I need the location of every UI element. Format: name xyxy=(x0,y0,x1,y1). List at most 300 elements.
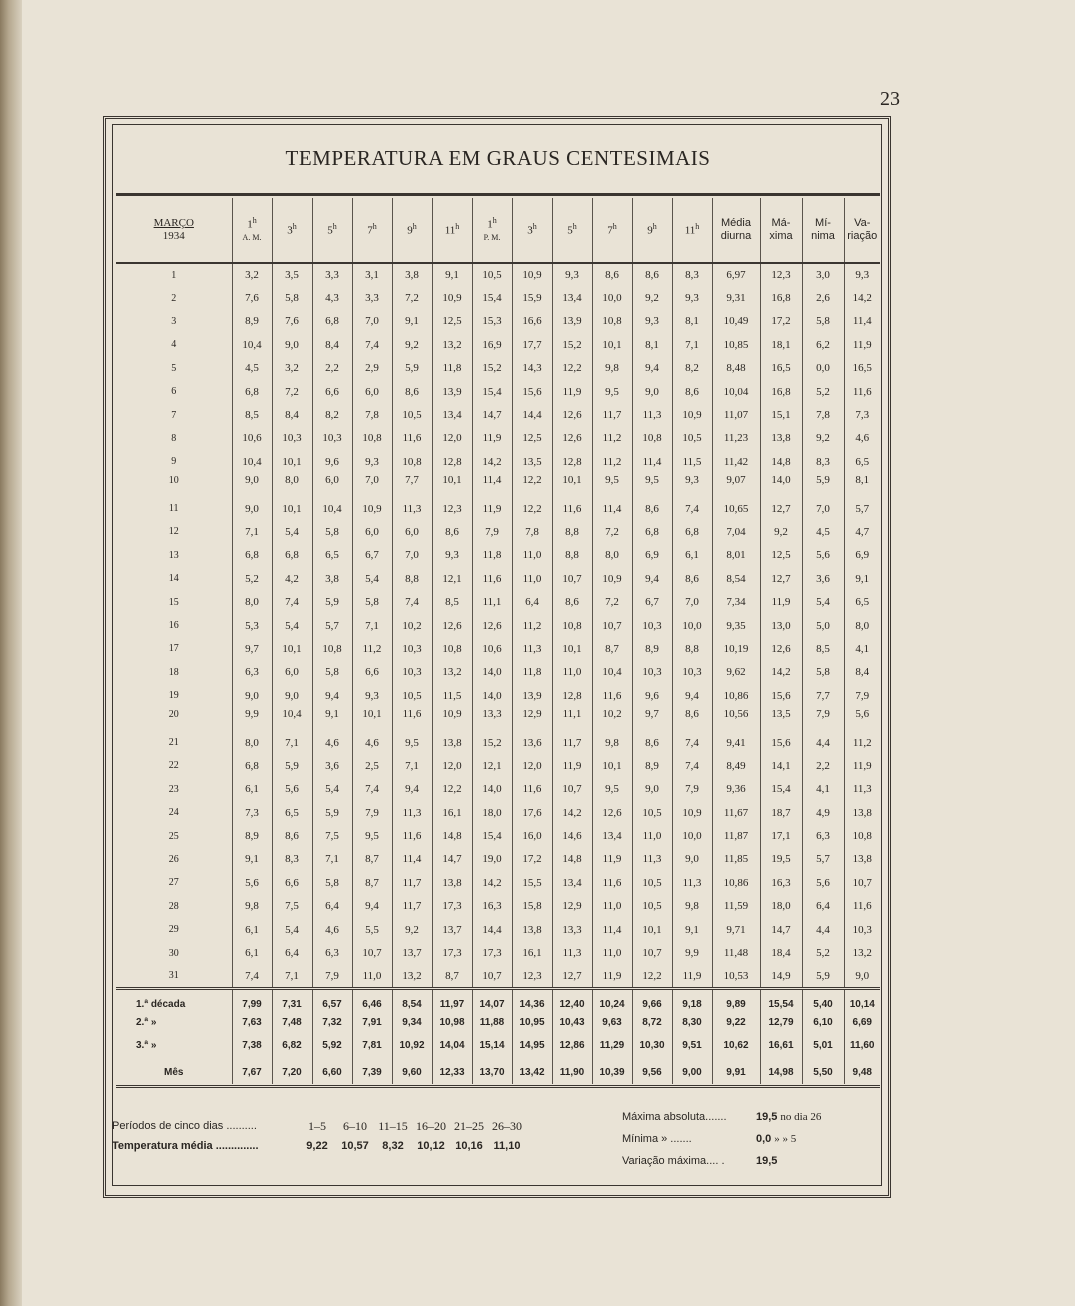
day-number: 14 xyxy=(168,573,179,585)
temperature-cell: 12,2 xyxy=(432,778,472,801)
temperature-cell: 9,8 xyxy=(232,895,272,918)
decade-mean-cell: 10,14 xyxy=(844,988,880,1011)
temperature-cell: 15,6 xyxy=(760,684,802,707)
temperature-cell: 11,23 xyxy=(712,427,760,450)
day-number: 31 xyxy=(168,970,179,982)
temperature-cell: 9,9 xyxy=(672,941,712,964)
temperature-cell: 7,6 xyxy=(232,286,272,309)
decade-mean-cell: 10,95 xyxy=(512,1011,552,1034)
temperature-cell: 8,0 xyxy=(272,474,312,497)
hour-header xyxy=(232,198,272,263)
temperature-cell: 15,4 xyxy=(760,778,802,801)
month-label: MARÇO xyxy=(153,217,194,230)
temperature-cell: 7,7 xyxy=(392,474,432,497)
temperature-cell: 6,8 xyxy=(232,754,272,777)
temperature-cell: 4,2 xyxy=(272,567,312,590)
temperature-cell: 7,4 xyxy=(352,333,392,356)
temperature-cell: 12,1 xyxy=(432,567,472,590)
mean-temp-value: 9,22 xyxy=(306,1140,328,1152)
temperature-cell: 9,1 xyxy=(392,310,432,333)
day-number: 21 xyxy=(168,737,179,748)
month-mean-cell: 9,60 xyxy=(392,1057,432,1084)
temperature-cell: 5,7 xyxy=(844,497,880,520)
decade-mean-cell: 6,69 xyxy=(844,1011,880,1034)
temperature-cell: 10,3 xyxy=(392,637,432,660)
temperature-cell: 12,7 xyxy=(760,567,802,590)
max-absolute-row xyxy=(622,1106,824,1128)
temperature-cell: 12,5 xyxy=(760,544,802,567)
temperature-cell: 10,2 xyxy=(592,707,632,730)
stat-header-line: Má- xyxy=(771,217,791,230)
temperature-cell: 13,2 xyxy=(432,333,472,356)
temperature-cell: 11,42 xyxy=(712,450,760,473)
temperature-cell: 9,6 xyxy=(632,684,672,707)
temperature-cell: 10,9 xyxy=(432,286,472,309)
day-number: 15 xyxy=(168,596,179,608)
temperature-cell: 8,8 xyxy=(672,637,712,660)
temperature-cell: 9,7 xyxy=(232,637,272,660)
day-row xyxy=(116,684,880,707)
temperature-cell: 8,6 xyxy=(392,380,432,403)
temperature-cell: 9,8 xyxy=(592,731,632,754)
temperature-cell: 11,9 xyxy=(760,590,802,613)
temperature-cell: 5,9 xyxy=(802,965,844,988)
max-absolute-day: no dia 26 xyxy=(780,1111,822,1123)
mean-temp-label: Temperatura média .............. xyxy=(112,1140,259,1152)
temperature-cell: 9,3 xyxy=(432,544,472,567)
temperature-cell: 11,6 xyxy=(392,707,432,730)
temperature-cell: 7,5 xyxy=(272,895,312,918)
hour-number: 5 xyxy=(327,225,333,237)
decade-mean-cell: 6,57 xyxy=(312,988,352,1011)
temperature-cell: 11,9 xyxy=(472,497,512,520)
day-row xyxy=(116,450,880,473)
temperature-cell: 5,4 xyxy=(312,778,352,801)
temperature-cell: 13,3 xyxy=(472,707,512,730)
temperature-cell: 3,1 xyxy=(352,263,392,286)
temperature-cell: 5,9 xyxy=(312,590,352,613)
temperature-cell: 5,6 xyxy=(844,707,880,730)
temperature-cell: 7,5 xyxy=(312,824,352,847)
temperature-cell: 10,4 xyxy=(232,450,272,473)
day-row xyxy=(116,357,880,380)
temperature-cell: 7,4 xyxy=(232,965,272,988)
temperature-cell: 9,4 xyxy=(672,684,712,707)
temperature-cell: 17,1 xyxy=(760,824,802,847)
temperature-cell: 5,9 xyxy=(272,754,312,777)
decade-mean-cell: 16,61 xyxy=(760,1034,802,1057)
temperature-cell: 13,0 xyxy=(760,614,802,637)
temperature-cell: 11,5 xyxy=(432,684,472,707)
temperature-cell: 6,2 xyxy=(802,333,844,356)
temperature-cell: 5,9 xyxy=(312,801,352,824)
temperature-cell: 9,1 xyxy=(312,707,352,730)
temperature-cell: 16,8 xyxy=(760,286,802,309)
temperature-cell: 2,6 xyxy=(802,286,844,309)
temperature-cell: 9,7 xyxy=(632,707,672,730)
temperature-cell: 9,6 xyxy=(312,450,352,473)
decade-mean-cell: 10,92 xyxy=(392,1034,432,1057)
month-mean-cell: 9,48 xyxy=(844,1057,880,1084)
temperature-cell: 4,6 xyxy=(312,731,352,754)
temperature-cell: 13,2 xyxy=(432,661,472,684)
temperature-cell: 6,0 xyxy=(272,661,312,684)
temperature-cell: 11,6 xyxy=(844,895,880,918)
temperature-cell: 8,6 xyxy=(672,567,712,590)
decade-mean-cell: 5,40 xyxy=(802,988,844,1011)
temperature-cell: 8,5 xyxy=(232,403,272,426)
min-absolute-day: » » 5 xyxy=(774,1133,797,1145)
decade-mean-cell: 14,07 xyxy=(472,988,512,1011)
temperature-cell: 8,2 xyxy=(672,357,712,380)
decade-mean-cell: 5,01 xyxy=(802,1034,844,1057)
temperature-cell: 18,0 xyxy=(472,801,512,824)
decade-mean-cell: 10,62 xyxy=(712,1034,760,1057)
hour-suffix: h xyxy=(372,222,377,232)
temperature-cell: 8,1 xyxy=(632,333,672,356)
temperature-cell: 13,4 xyxy=(552,286,592,309)
temperature-cell: 10,0 xyxy=(672,824,712,847)
temperature-cell: 14,2 xyxy=(472,871,512,894)
temperature-cell: 6,3 xyxy=(802,824,844,847)
temperature-cell: 4,3 xyxy=(312,286,352,309)
hour-header xyxy=(672,198,712,263)
temperature-cell: 11,4 xyxy=(592,497,632,520)
temperature-cell: 13,6 xyxy=(512,731,552,754)
hour-header xyxy=(512,198,552,263)
temperature-cell: 6,5 xyxy=(312,544,352,567)
temperature-cell: 17,3 xyxy=(432,895,472,918)
day-row xyxy=(116,474,880,497)
temperature-cell: 11,6 xyxy=(552,497,592,520)
temperature-cell: 10,5 xyxy=(392,684,432,707)
temperature-cell: 14,1 xyxy=(760,754,802,777)
temperature-cell: 15,1 xyxy=(760,403,802,426)
temperature-cell: 18,0 xyxy=(760,895,802,918)
temperature-cell: 9,1 xyxy=(672,918,712,941)
temperature-cell: 5,4 xyxy=(272,614,312,637)
decade-mean-cell: 10,24 xyxy=(592,988,632,1011)
temperature-cell: 7,4 xyxy=(352,778,392,801)
hour-number: 11 xyxy=(684,225,696,237)
temperature-cell: 7,9 xyxy=(844,684,880,707)
temperature-cell: 6,6 xyxy=(312,380,352,403)
max-variation-row xyxy=(622,1150,824,1172)
temperature-cell: 11,7 xyxy=(592,403,632,426)
temperature-cell: 6,3 xyxy=(312,941,352,964)
day-row xyxy=(116,263,880,286)
temperature-cell: 19,5 xyxy=(760,848,802,871)
decade-mean-cell: 10,43 xyxy=(552,1011,592,1034)
temperature-cell: 9,3 xyxy=(552,263,592,286)
temperature-cell: 14,7 xyxy=(760,918,802,941)
temperature-cell: 8,6 xyxy=(632,263,672,286)
temperature-cell: 8,9 xyxy=(632,637,672,660)
temperature-cell: 9,5 xyxy=(592,380,632,403)
decade-mean-cell: 14,36 xyxy=(512,988,552,1011)
temperature-cell: 6,7 xyxy=(632,590,672,613)
decade-mean-cell: 9,63 xyxy=(592,1011,632,1034)
hour-suffix: h xyxy=(572,222,577,232)
temperature-cell: 13,5 xyxy=(760,707,802,730)
temperature-cell: 15,4 xyxy=(472,286,512,309)
temperature-cell: 10,7 xyxy=(552,778,592,801)
temperature-cell: 5,9 xyxy=(802,474,844,497)
temperature-cell: 12,6 xyxy=(432,614,472,637)
temperature-cell: 7,2 xyxy=(592,520,632,543)
temperature-cell: 9,71 xyxy=(712,918,760,941)
month-mean-cell: 11,90 xyxy=(552,1057,592,1084)
stat-header-line: diurna xyxy=(720,230,752,242)
temperature-cell: 4,6 xyxy=(352,731,392,754)
temperature-cell: 10,7 xyxy=(592,614,632,637)
temperature-cell: 8,48 xyxy=(712,357,760,380)
decade-mean-cell: 8,54 xyxy=(392,988,432,1011)
temperature-cell: 14,2 xyxy=(844,286,880,309)
month-mean-cell: 9,00 xyxy=(672,1057,712,1084)
temperature-cell: 12,6 xyxy=(552,427,592,450)
temperature-cell: 10,3 xyxy=(632,614,672,637)
temperature-cell: 10,5 xyxy=(672,427,712,450)
temperature-cell: 9,0 xyxy=(232,684,272,707)
temperature-cell: 6,1 xyxy=(232,778,272,801)
temperature-cell: 3,2 xyxy=(272,357,312,380)
temperature-cell: 14,0 xyxy=(472,778,512,801)
temperature-cell: 10,9 xyxy=(672,403,712,426)
temperature-cell: 14,8 xyxy=(432,824,472,847)
decade-mean-cell: 8,30 xyxy=(672,1011,712,1034)
day-row xyxy=(116,965,880,988)
temperature-cell: 14,0 xyxy=(472,684,512,707)
temperature-cell: 7,34 xyxy=(712,590,760,613)
decade-mean-cell: 7,31 xyxy=(272,988,312,1011)
year-label: 1934 xyxy=(162,230,185,242)
temperature-cell: 13,3 xyxy=(552,918,592,941)
stat-header xyxy=(844,198,880,263)
temperature-cell: 11,3 xyxy=(512,637,552,660)
temperature-cell: 6,4 xyxy=(512,590,552,613)
temperature-cell: 15,3 xyxy=(472,310,512,333)
temperature-cell: 10,8 xyxy=(632,427,672,450)
temperature-cell: 10,8 xyxy=(844,824,880,847)
temperature-cell: 11,7 xyxy=(392,895,432,918)
temperature-cell: 7,0 xyxy=(672,590,712,613)
day-number: 3 xyxy=(171,315,177,327)
temperature-cell: 16,5 xyxy=(844,357,880,380)
temperature-cell: 9,0 xyxy=(232,474,272,497)
temperature-cell: 11,2 xyxy=(352,637,392,660)
hour-header xyxy=(432,198,472,263)
day-number: 23 xyxy=(168,783,179,795)
temperature-cell: 8,5 xyxy=(802,637,844,660)
temperature-cell: 3,0 xyxy=(802,263,844,286)
temperature-cell: 8,3 xyxy=(802,450,844,473)
hour-header xyxy=(272,198,312,263)
temperature-cell: 11,7 xyxy=(552,731,592,754)
temperature-cell: 12,6 xyxy=(472,614,512,637)
temperature-cell: 7,4 xyxy=(272,590,312,613)
temperature-cell: 11,0 xyxy=(592,941,632,964)
day-number: 12 xyxy=(168,526,179,538)
day-row xyxy=(116,754,880,777)
temperature-cell: 10,56 xyxy=(712,707,760,730)
temperature-cell: 13,8 xyxy=(760,427,802,450)
hour-number: 11 xyxy=(444,225,456,237)
temperature-cell: 16,3 xyxy=(472,895,512,918)
temperature-cell: 11,67 xyxy=(712,801,760,824)
temperature-cell: 12,0 xyxy=(512,754,552,777)
temperature-cell: 9,5 xyxy=(592,778,632,801)
temperature-cell: 4,5 xyxy=(232,357,272,380)
temperature-cell: 11,0 xyxy=(592,895,632,918)
temperature-cell: 8,6 xyxy=(632,731,672,754)
temperature-cell: 3,8 xyxy=(312,567,352,590)
temperature-cell: 9,36 xyxy=(712,778,760,801)
temperature-cell: 11,6 xyxy=(592,871,632,894)
temperature-cell: 11,8 xyxy=(512,661,552,684)
decade-mean-cell: 11,97 xyxy=(432,988,472,1011)
temperature-cell: 9,0 xyxy=(844,965,880,988)
temperature-cell: 11,3 xyxy=(672,871,712,894)
temperature-cell: 11,6 xyxy=(512,778,552,801)
temperature-cell: 15,8 xyxy=(512,895,552,918)
temperature-cell: 11,87 xyxy=(712,824,760,847)
temperature-cell: 3,6 xyxy=(312,754,352,777)
temperature-cell: 18,4 xyxy=(760,941,802,964)
temperature-cell: 8,4 xyxy=(312,333,352,356)
temperature-cell: 9,0 xyxy=(272,333,312,356)
temperature-cell: 11,0 xyxy=(632,824,672,847)
decade-label: 1.ª década xyxy=(116,988,232,1011)
hour-suffix: h xyxy=(695,222,700,232)
day-number: 2 xyxy=(171,292,177,304)
temperature-cell: 8,0 xyxy=(592,544,632,567)
temperature-cell: 13,8 xyxy=(512,918,552,941)
temperature-cell: 16,5 xyxy=(760,357,802,380)
temperature-cell: 6,5 xyxy=(272,801,312,824)
temperature-cell: 11,9 xyxy=(552,754,592,777)
temperature-table xyxy=(116,198,880,1084)
temperature-cell: 5,8 xyxy=(312,661,352,684)
temperature-cell: 11,9 xyxy=(844,333,880,356)
temperature-cell: 6,8 xyxy=(312,310,352,333)
temperature-cell: 15,9 xyxy=(512,286,552,309)
day-number: 1 xyxy=(171,269,177,281)
temperature-cell: 2,2 xyxy=(802,754,844,777)
hour-suffix: h xyxy=(492,216,497,226)
month-mean-cell: 7,20 xyxy=(272,1057,312,1084)
temperature-cell: 8,5 xyxy=(432,590,472,613)
day-number: 4 xyxy=(171,339,177,351)
temperature-cell: 11,0 xyxy=(512,567,552,590)
temperature-cell: 5,8 xyxy=(312,871,352,894)
temperature-cell: 13,9 xyxy=(512,684,552,707)
temperature-cell: 11,4 xyxy=(592,918,632,941)
mean-temp-value: 10,16 xyxy=(455,1140,483,1152)
summary-rows xyxy=(116,988,880,1084)
temperature-cell: 5,8 xyxy=(802,661,844,684)
temperature-cell: 12,2 xyxy=(632,965,672,988)
temperature-cell: 8,6 xyxy=(272,824,312,847)
temperature-cell: 13,2 xyxy=(392,965,432,988)
temperature-cell: 10,3 xyxy=(312,427,352,450)
day-row xyxy=(116,427,880,450)
month-mean-row xyxy=(116,1057,880,1084)
month-mean-cell: 12,33 xyxy=(432,1057,472,1084)
temperature-cell: 12,0 xyxy=(432,754,472,777)
temperature-cell: 11,4 xyxy=(472,474,512,497)
decade-mean-cell: 11,88 xyxy=(472,1011,512,1034)
temperature-cell: 10,9 xyxy=(672,801,712,824)
day-row xyxy=(116,403,880,426)
temperature-cell: 6,97 xyxy=(712,263,760,286)
decade-mean-cell: 12,86 xyxy=(552,1034,592,1057)
hour-suffix: h xyxy=(532,222,537,232)
day-number: 28 xyxy=(168,900,179,912)
temperature-cell: 6,6 xyxy=(352,661,392,684)
temperature-cell: 10,65 xyxy=(712,497,760,520)
temperature-cell: 16,1 xyxy=(512,941,552,964)
temperature-cell: 15,6 xyxy=(512,380,552,403)
temperature-cell: 8,6 xyxy=(432,520,472,543)
temperature-cell: 14,2 xyxy=(552,801,592,824)
day-number: 19 xyxy=(168,690,179,702)
temperature-cell: 3,3 xyxy=(352,286,392,309)
temperature-cell: 8,01 xyxy=(712,544,760,567)
periods-row xyxy=(112,1116,526,1136)
temperature-cell: 6,7 xyxy=(352,544,392,567)
temperature-cell: 13,8 xyxy=(432,871,472,894)
temperature-cell: 8,54 xyxy=(712,567,760,590)
temperature-cell: 11,9 xyxy=(672,965,712,988)
temperature-cell: 10,9 xyxy=(512,263,552,286)
decade-mean-row xyxy=(116,988,880,1011)
decade-mean-cell: 7,63 xyxy=(232,1011,272,1034)
temperature-cell: 10,7 xyxy=(552,567,592,590)
temperature-cell: 8,0 xyxy=(232,590,272,613)
header-row xyxy=(116,198,880,263)
table-title: TEMPERATURA EM GRAUS CENTESIMAIS xyxy=(285,146,711,170)
temperature-cell: 13,4 xyxy=(432,403,472,426)
period-value: 1–5 xyxy=(308,1118,326,1133)
temperature-cell: 16,3 xyxy=(760,871,802,894)
hour-number: 3 xyxy=(527,225,533,237)
decade-mean-cell: 7,32 xyxy=(312,1011,352,1034)
period-value: 21–25 xyxy=(454,1118,484,1133)
decade-mean-cell: 10,30 xyxy=(632,1034,672,1057)
temperature-cell: 10,1 xyxy=(432,474,472,497)
decade-mean-row xyxy=(116,1034,880,1057)
temperature-cell: 12,6 xyxy=(552,403,592,426)
hour-header xyxy=(312,198,352,263)
temperature-cell: 9,41 xyxy=(712,731,760,754)
temperature-cell: 7,1 xyxy=(672,333,712,356)
temperature-cell: 10,7 xyxy=(632,941,672,964)
temperature-cell: 11,0 xyxy=(512,544,552,567)
temperature-cell: 7,9 xyxy=(472,520,512,543)
temperature-cell: 6,8 xyxy=(272,544,312,567)
temperature-cell: 5,4 xyxy=(272,918,312,941)
temperature-cell: 13,9 xyxy=(432,380,472,403)
temperature-cell: 2,9 xyxy=(352,357,392,380)
month-year-header xyxy=(116,198,232,263)
temperature-cell: 16,8 xyxy=(760,380,802,403)
temperature-cell: 13,7 xyxy=(432,918,472,941)
period-value: 26–30 xyxy=(492,1118,522,1133)
temperature-cell: 11,3 xyxy=(552,941,592,964)
temperature-cell: 9,8 xyxy=(672,895,712,918)
temperature-cell: 7,4 xyxy=(392,590,432,613)
